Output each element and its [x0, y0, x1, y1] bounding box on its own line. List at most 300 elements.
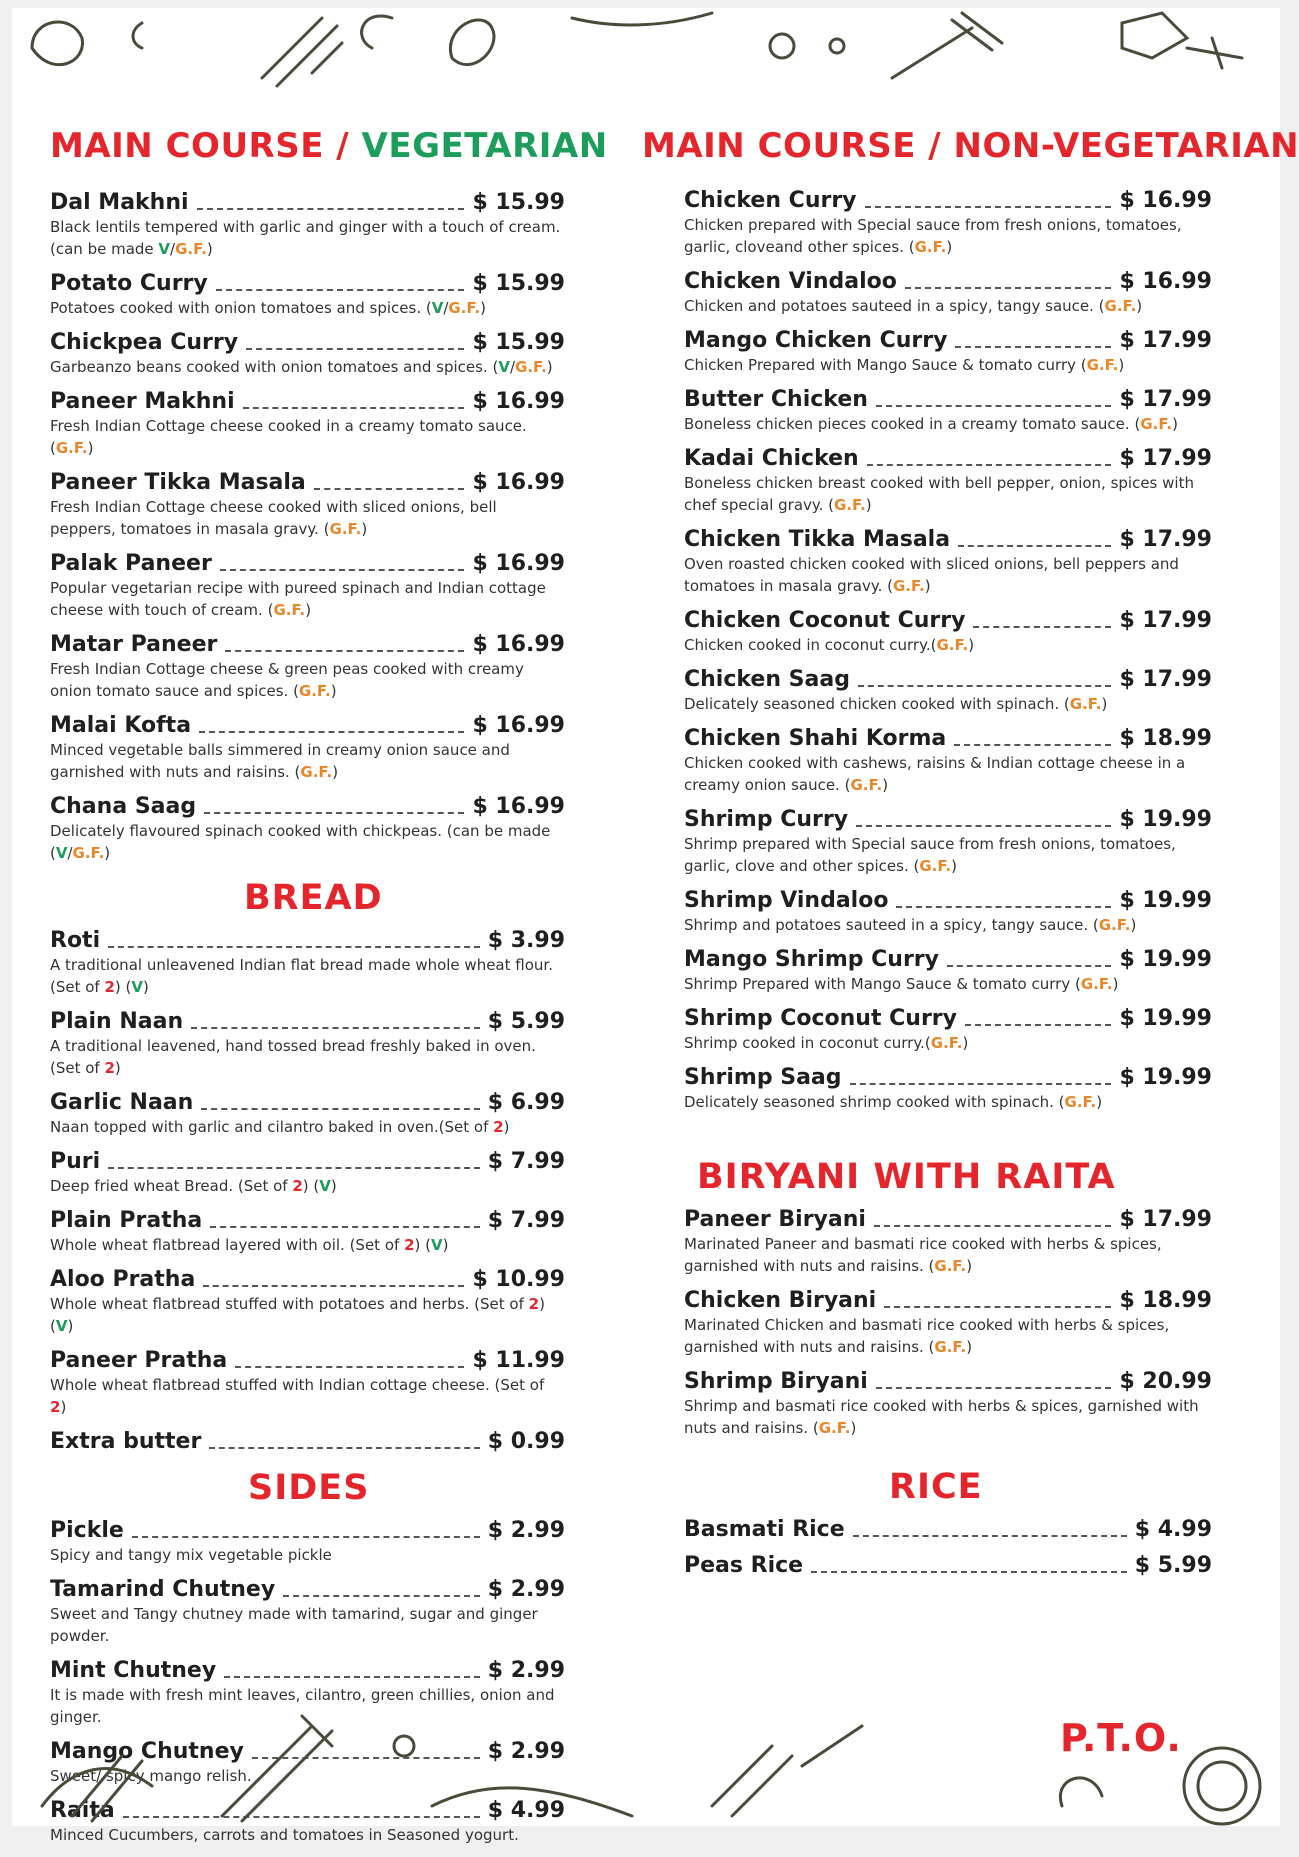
item-description [50, 954, 565, 998]
item-description [50, 1684, 565, 1728]
description-tail: ) [442, 1236, 449, 1254]
menu-item-row [684, 188, 1212, 213]
description-tail: ) [1101, 695, 1108, 713]
tag-separator: ) ( [414, 1236, 431, 1254]
item-price: $ 3.99 [487, 928, 565, 953]
menu-item [684, 328, 1212, 376]
dotted-leader [947, 964, 1111, 967]
dietary-tag: 2 [50, 1398, 61, 1416]
menu-item-row [684, 269, 1212, 294]
dotted-leader [108, 1166, 480, 1169]
item-name: Pickle [50, 1518, 124, 1543]
description-text: Shrimp cooked in coconut curry.( [684, 1034, 931, 1052]
description-tail: ) [962, 1034, 969, 1052]
dotted-leader [850, 1082, 1112, 1085]
item-price: $ 15.99 [472, 190, 565, 215]
dietary-tag: G.F. [1098, 916, 1131, 934]
dotted-leader [958, 544, 1111, 547]
description-text: Chicken cooked in coconut curry.( [684, 636, 937, 654]
item-name: Palak Paneer [50, 551, 212, 576]
menu-item [684, 608, 1212, 656]
menu-item [50, 1429, 565, 1454]
menu-item [684, 1065, 1212, 1113]
description-tail: ) [143, 978, 149, 996]
veg-section-title [50, 126, 608, 166]
title-part-veg: VEGETARIAN [361, 126, 608, 166]
menu-item-row [684, 527, 1212, 552]
dietary-tag: G.F. [934, 1257, 967, 1275]
description-text: Potatoes cooked with onion tomatoes and spices. ( [50, 299, 432, 317]
description-text: Whole wheat flatbread stuffed with Indian cottage cheese. (Set of [50, 1376, 545, 1394]
dotted-leader [896, 905, 1111, 908]
menu-item-row [50, 928, 565, 953]
dotted-leader [884, 1305, 1111, 1308]
description-text: Delicately seasoned shrimp cooked with spinach. ( [684, 1093, 1065, 1111]
item-description [50, 1035, 565, 1079]
description-text: Chicken prepared with Special sauce from fresh onions, tomatoes, garlic, cloveand other spices. ( [684, 216, 1182, 256]
description-tail: ) [1096, 1093, 1103, 1111]
item-name: Chicken Vindaloo [684, 269, 897, 294]
menu-item [50, 470, 565, 540]
item-description [50, 820, 565, 864]
item-price: $ 2.99 [487, 1658, 565, 1683]
description-text: A traditional unleavened Indian flat bread made whole wheat flour. (Set of [50, 956, 553, 996]
dietary-tag: 2 [104, 1059, 115, 1077]
dietary-tag: V [131, 978, 144, 996]
menu-item [684, 1369, 1212, 1439]
rice-section-title: RICE [889, 1467, 983, 1507]
dotted-leader [876, 404, 1112, 407]
left-column [50, 126, 608, 1857]
item-name: Chicken Coconut Curry [684, 608, 966, 633]
dietary-tag: G.F. [914, 238, 947, 256]
dietary-tag: G.F. [919, 857, 952, 875]
item-description [684, 1032, 1212, 1054]
nonveg-section-title: MAIN COURSE / NON-VEGETARIAN [642, 126, 1299, 166]
menu-item-row [684, 1065, 1212, 1090]
item-description [50, 356, 565, 378]
dietary-tag: V [319, 1177, 331, 1195]
menu-item-row [50, 1348, 565, 1373]
dietary-tag: 2 [104, 978, 115, 996]
description-text: Marinated Paneer and basmati rice cooked with herbs & spices, garnished with nuts and raisins. ( [684, 1235, 1162, 1275]
item-description [684, 914, 1212, 936]
menu-item-row [50, 389, 565, 414]
description-tail: ) [114, 1059, 121, 1077]
item-price: $ 6.99 [487, 1090, 565, 1115]
item-name: Chicken Tikka Masala [684, 527, 951, 552]
dotted-leader [853, 1534, 1127, 1537]
dotted-leader [283, 1594, 480, 1597]
item-name: Plain Pratha [50, 1208, 203, 1233]
menu-item-row [50, 1090, 565, 1115]
item-price: $ 16.99 [472, 389, 565, 414]
dotted-leader [865, 205, 1112, 208]
tag-separator: / [170, 240, 176, 258]
description-text: Delicately seasoned chicken cooked with spinach. ( [684, 695, 1070, 713]
item-name: Mint Chutney [50, 1658, 217, 1683]
dietary-tag: G.F. [1104, 297, 1137, 315]
description-text: Fresh Indian Cottage cheese & green peas cooked with creamy onion tomato sauce and spices. ( [50, 660, 524, 700]
item-description [684, 1091, 1212, 1113]
dietary-tag: G.F. [329, 520, 362, 538]
menu-item [684, 1006, 1212, 1054]
dotted-leader [220, 568, 465, 571]
right-column [642, 126, 1299, 1589]
menu-item-row [684, 1369, 1212, 1394]
item-price: $ 5.99 [487, 1009, 565, 1034]
item-name: Shrimp Saag [684, 1065, 842, 1090]
menu-item [50, 1348, 565, 1418]
item-name: Chickpea Curry [50, 330, 239, 355]
item-price: $ 20.99 [1119, 1369, 1212, 1394]
dietary-tag: G.F. [515, 358, 547, 376]
item-description [50, 1175, 565, 1197]
item-description [684, 973, 1212, 995]
menu-item [50, 1090, 565, 1138]
item-description [684, 693, 1212, 715]
menu-item-row [50, 1658, 565, 1683]
description-tail: ) [1172, 415, 1178, 433]
item-price: $ 17.99 [1119, 527, 1212, 552]
item-price: $ 7.99 [487, 1208, 565, 1233]
description-text: Boneless chicken breast cooked with bell pepper, onion, spices with chef special gravy. ( [684, 474, 1194, 514]
description-tail: ) [546, 358, 553, 376]
dotted-leader [811, 1570, 1127, 1573]
item-description [50, 496, 565, 540]
dietary-tag: G.F. [1080, 975, 1113, 993]
menu-item-row [684, 387, 1212, 412]
item-price: $ 17.99 [1119, 1207, 1212, 1232]
item-name: Peas Rice [684, 1553, 804, 1578]
item-price: $ 2.99 [487, 1518, 565, 1543]
menu-item [50, 1577, 565, 1647]
description-text: Shrimp prepared with Special sauce from fresh onions, tomatoes, garlic, clove and other spices. ( [684, 835, 1176, 875]
item-name: Tamarind Chutney [50, 1577, 276, 1602]
description-tail: ) [361, 520, 368, 538]
menu-item-row [684, 1288, 1212, 1313]
item-price: $ 17.99 [1119, 328, 1212, 353]
dotted-leader [201, 1107, 479, 1110]
menu-item [50, 190, 565, 260]
item-name: Chicken Biryani [684, 1288, 877, 1313]
dietary-tag: G.F. [448, 299, 481, 317]
item-name: Shrimp Curry [684, 807, 849, 832]
item-name: Butter Chicken [684, 387, 868, 412]
title-part-main: MAIN COURSE / [50, 126, 362, 166]
description-text: Whole wheat flatbread layered with oil. (Set of [50, 1236, 405, 1254]
nonveg-item-list [684, 188, 1212, 1113]
description-tail: ) [67, 1317, 74, 1335]
dietary-tag: V [55, 844, 68, 862]
item-description [684, 752, 1212, 796]
menu-item-row [50, 1518, 565, 1543]
menu-item [684, 188, 1212, 258]
menu-item-row [50, 1267, 565, 1292]
menu-item [50, 1208, 565, 1256]
description-text: Chicken and potatoes sauteed in a spicy, tangy sauce. ( [684, 297, 1105, 315]
item-description [50, 1293, 565, 1337]
dietary-tag: G.F. [55, 439, 88, 457]
dotted-leader [314, 487, 465, 490]
dietary-tag: G.F. [273, 601, 306, 619]
description-text: Minced Cucumbers, carrots and tomatoes in Seasoned yogurt. [50, 1826, 519, 1844]
item-description [684, 1314, 1212, 1358]
item-description [50, 1544, 565, 1566]
item-name: Shrimp Coconut Curry [684, 1006, 957, 1031]
dotted-leader [973, 625, 1111, 628]
dotted-leader [197, 207, 465, 210]
description-tail: ) [503, 1118, 510, 1136]
biryani-section-title: BIRYANI WITH RAITA [697, 1157, 1116, 1197]
menu-item-row [684, 1517, 1212, 1542]
item-name: Potato Curry [50, 271, 208, 296]
item-name: Mango Shrimp Curry [684, 947, 939, 972]
description-text: Minced vegetable balls simmered in creamy onion sauce and garnished with nuts and raisins. ( [50, 741, 510, 781]
menu-item [684, 387, 1212, 435]
menu-item [684, 1517, 1212, 1542]
menu-item-row [50, 330, 565, 355]
dotted-leader [905, 286, 1112, 289]
menu-item [50, 1518, 565, 1566]
dietary-tag: G.F. [1140, 415, 1173, 433]
dietary-tag: G.F. [1086, 356, 1119, 374]
dotted-leader [216, 288, 465, 291]
item-description [50, 577, 565, 621]
item-name: Paneer Biryani [684, 1207, 866, 1232]
item-name: Paneer Tikka Masala [50, 470, 306, 495]
dotted-leader [235, 1365, 464, 1368]
description-text: Oven roasted chicken cooked with sliced onions, bell peppers and tomatoes in masala gravy. ( [684, 555, 1179, 595]
item-description [50, 1374, 565, 1418]
menu-item-row [50, 1429, 565, 1454]
dotted-leader [867, 463, 1112, 466]
menu-item [50, 330, 565, 378]
item-price: $ 19.99 [1119, 1065, 1212, 1090]
item-price: $ 16.99 [472, 794, 565, 819]
description-tail: ) [924, 577, 931, 595]
tag-separator: / [509, 358, 516, 376]
dotted-leader [132, 1535, 480, 1538]
item-name: Raita [50, 1798, 115, 1823]
menu-item-row [50, 1577, 565, 1602]
menu-item [50, 794, 565, 864]
description-text: Black lentils tempered with garlic and ginger with a touch of cream. (can be made [50, 218, 561, 258]
item-price: $ 17.99 [1119, 446, 1212, 471]
sides-item-list [50, 1518, 565, 1846]
dietary-tag: G.F. [936, 636, 969, 654]
dotted-leader [204, 811, 464, 814]
description-text: Chicken Prepared with Mango Sauce & tomato curry ( [684, 356, 1087, 374]
item-price: $ 16.99 [472, 551, 565, 576]
menu-item [684, 527, 1212, 597]
item-price: $ 16.99 [472, 632, 565, 657]
item-name: Puri [50, 1149, 101, 1174]
dotted-leader [246, 347, 464, 350]
item-name: Basmati Rice [684, 1517, 845, 1542]
item-price: $ 18.99 [1119, 1288, 1212, 1313]
dotted-leader [874, 1224, 1111, 1227]
dietary-tag: G.F. [1064, 1093, 1097, 1111]
description-tail: ) [1136, 297, 1143, 315]
menu-item-row [50, 1208, 565, 1233]
menu-item [50, 1658, 565, 1728]
item-description [684, 1395, 1212, 1439]
menu-item [50, 928, 565, 998]
menu-item [684, 446, 1212, 516]
item-price: $ 16.99 [1119, 269, 1212, 294]
menu-item [684, 269, 1212, 317]
item-description [50, 1234, 565, 1256]
menu-item [50, 1267, 565, 1337]
item-price: $ 16.99 [472, 713, 565, 738]
item-description [684, 1233, 1212, 1277]
vegetable-sketch-header [12, 8, 1280, 98]
description-text: Delicately flavoured spinach cooked with chickpeas. (can be made ( [50, 822, 551, 862]
dietary-tag: G.F. [934, 1338, 967, 1356]
dotted-leader [876, 1386, 1112, 1389]
menu-item-row [684, 1207, 1212, 1232]
item-name: Chana Saag [50, 794, 197, 819]
description-tail: ) [966, 1257, 973, 1275]
item-price: $ 19.99 [1119, 888, 1212, 913]
description-tail: ) [946, 238, 953, 256]
item-description [50, 1116, 565, 1138]
dotted-leader [191, 1026, 480, 1029]
pto-label: P.T.O. [1060, 1716, 1182, 1760]
menu-item-row [50, 713, 565, 738]
description-tail: ) [1118, 356, 1125, 374]
description-tail: ) [480, 299, 486, 317]
menu-item-row [50, 271, 565, 296]
dietary-tag: G.F. [300, 763, 333, 781]
item-description [684, 472, 1212, 516]
menu-item [684, 667, 1212, 715]
menu-item [684, 807, 1212, 877]
description-tail: ) [882, 776, 889, 794]
description-text: Garbeanzo beans cooked with onion tomatoes and spices. ( [50, 358, 499, 376]
item-description [50, 1603, 565, 1647]
item-price: $ 4.99 [1134, 1517, 1212, 1542]
menu-item-row [684, 667, 1212, 692]
item-price: $ 16.99 [1119, 188, 1212, 213]
menu-item [684, 1207, 1212, 1277]
menu-item-row [684, 1006, 1212, 1031]
item-name: Roti [50, 928, 101, 953]
menu-item-row [50, 1798, 565, 1823]
dietary-tag: G.F. [298, 682, 331, 700]
item-name: Malai Kofta [50, 713, 192, 738]
description-tail: ) [1112, 975, 1119, 993]
menu-item-row [684, 1553, 1212, 1578]
description-text: A traditional leavened, hand tossed bread freshly baked in oven.(Set of [50, 1037, 536, 1077]
dotted-leader [225, 649, 464, 652]
dotted-leader [203, 1284, 464, 1287]
description-tail: ) [332, 763, 339, 781]
dotted-leader [243, 406, 465, 409]
description-text: Deep fried wheat Bread. (Set of [50, 1177, 293, 1195]
item-price: $ 11.99 [472, 1348, 565, 1373]
item-price: $ 7.99 [487, 1149, 565, 1174]
menu-item-row [684, 726, 1212, 751]
description-tail: ) [865, 496, 872, 514]
item-description [684, 553, 1212, 597]
dietary-tag: V [158, 240, 171, 258]
description-text: Shrimp and basmati rice cooked with herbs & spices, garnished with nuts and raisins. ( [684, 1397, 1199, 1437]
item-name: Garlic Naan [50, 1090, 194, 1115]
description-text: Sweet and Tangy chutney made with tamarind, sugar and ginger powder. [50, 1605, 538, 1645]
tag-separator: / [443, 299, 449, 317]
menu-item [684, 888, 1212, 936]
description-tail: ) [305, 601, 312, 619]
tag-separator: ) ( [302, 1177, 320, 1195]
dotted-leader [224, 1675, 480, 1678]
menu-item [684, 1288, 1212, 1358]
description-text: Marinated Chicken and basmati rice cooked with herbs & spices, garnished with nuts and raisins. ( [684, 1316, 1170, 1356]
item-price: $ 17.99 [1119, 387, 1212, 412]
menu-item-row [684, 608, 1212, 633]
menu-item-row [684, 947, 1212, 972]
dotted-leader [856, 824, 1111, 827]
menu-item [50, 1798, 565, 1846]
dietary-tag: G.F. [850, 776, 883, 794]
item-name: Dal Makhni [50, 190, 189, 215]
dietary-tag: G.F. [893, 577, 925, 595]
dietary-tag: V [498, 358, 510, 376]
menu-item-row [50, 794, 565, 819]
menu-item [50, 1009, 565, 1079]
menu-item [50, 1739, 565, 1787]
item-price: $ 19.99 [1119, 947, 1212, 972]
item-price: $ 15.99 [472, 271, 565, 296]
dietary-tag: G.F. [930, 1034, 963, 1052]
item-description [50, 1824, 565, 1846]
item-name: Shrimp Biryani [684, 1369, 868, 1394]
item-description [684, 413, 1212, 435]
item-name: Paneer Pratha [50, 1348, 228, 1373]
dietary-tag: V [55, 1317, 68, 1335]
item-name: Mango Chicken Curry [684, 328, 948, 353]
item-price: $ 17.99 [1119, 667, 1212, 692]
description-text: Shrimp and potatoes sauteed in a spicy, tangy sauce. ( [684, 916, 1099, 934]
item-description [684, 214, 1212, 258]
item-name: Extra butter [50, 1429, 202, 1454]
item-name: Aloo Pratha [50, 1267, 196, 1292]
menu-item-row [684, 446, 1212, 471]
menu-item [50, 713, 565, 783]
description-text: Sweet/ spicy mango relish. [50, 1767, 252, 1785]
description-tail: ) [206, 240, 213, 258]
dietary-tag: 2 [292, 1177, 303, 1195]
dotted-leader [965, 1023, 1111, 1026]
description-text: Naan topped with garlic and cilantro baked in oven.(Set of [50, 1118, 494, 1136]
menu-item [50, 271, 565, 319]
item-name: Chicken Curry [684, 188, 857, 213]
dietary-tag: V [430, 1236, 443, 1254]
description-text: Popular vegetarian recipe with pureed spinach and Indian cottage cheese with touch of cream. ( [50, 579, 546, 619]
item-name: Shrimp Vindaloo [684, 888, 889, 913]
description-tail: ) [968, 636, 975, 654]
item-description [684, 833, 1212, 877]
dietary-tag: 2 [528, 1295, 540, 1313]
item-price: $ 5.99 [1134, 1553, 1212, 1578]
item-price: $ 15.99 [472, 330, 565, 355]
item-price: $ 19.99 [1119, 807, 1212, 832]
dietary-tag: G.F. [72, 844, 105, 862]
dietary-tag: V [431, 299, 444, 317]
menu-item-row [50, 1009, 565, 1034]
dietary-tag: G.F. [834, 496, 866, 514]
